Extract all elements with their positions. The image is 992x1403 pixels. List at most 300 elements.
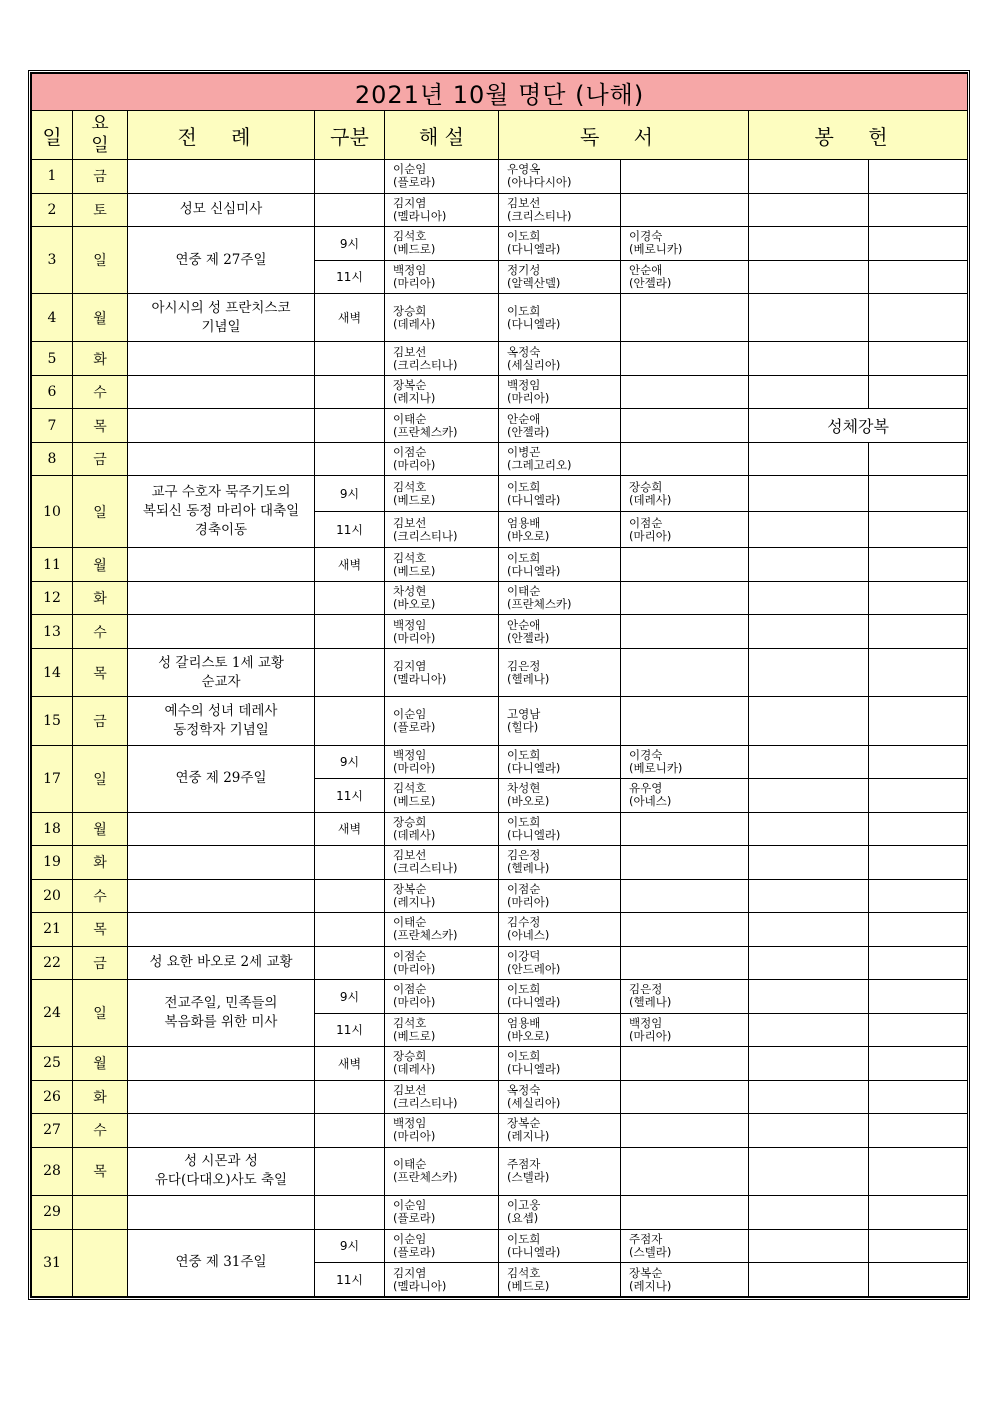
commentary-cell-saint: (베드로) <box>393 1028 436 1043</box>
offering-cell-1 <box>749 1229 869 1263</box>
offering-cell-2 <box>869 1013 968 1047</box>
weekday-cell: 수 <box>73 1114 128 1148</box>
reading-cell-1 <box>499 1013 621 1047</box>
table-row <box>32 160 968 194</box>
reading-cell-2 <box>621 1047 749 1081</box>
reading-cell-1 <box>499 375 621 409</box>
commentary-cell-saint: (마리아) <box>393 275 436 290</box>
reading-cell-2 <box>621 476 749 512</box>
commentary-cell-saint: (데레사) <box>393 316 436 331</box>
offering-cell-2 <box>869 697 968 745</box>
day-cell: 26 <box>32 1080 73 1114</box>
reading-cell-2 <box>621 697 749 745</box>
liturgy-cell <box>128 409 315 443</box>
offering-cell-2 <box>869 442 968 476</box>
offering-cell-2 <box>869 1196 968 1230</box>
weekday-cell: 일 <box>73 745 128 812</box>
table-row <box>32 913 968 947</box>
time-cell <box>315 342 385 376</box>
commentary-cell-name: 김석호 <box>393 229 427 244</box>
commentary-cell-saint: (베드로) <box>393 563 436 578</box>
commentary-cell <box>385 227 499 261</box>
table-row <box>32 946 968 980</box>
commentary-cell-name: 이태순 <box>393 1157 427 1172</box>
reading-cell-2 <box>621 615 749 649</box>
commentary-cell-saint: (플로라) <box>393 1244 436 1259</box>
header-liturgy: 전 례 <box>128 111 315 160</box>
liturgy-cell <box>128 442 315 476</box>
reading-cell-2-name: 장복순 <box>629 1265 663 1280</box>
table-row <box>32 294 968 342</box>
commentary-cell <box>385 375 499 409</box>
table-row <box>32 409 968 443</box>
reading-cell-2 <box>621 227 749 261</box>
liturgy-cell: 연중 제 27주일 <box>128 227 315 294</box>
weekday-cell: 수 <box>73 879 128 913</box>
reading-cell-2 <box>621 913 749 947</box>
liturgy-cell <box>128 812 315 846</box>
table-row <box>32 1147 968 1195</box>
reading-cell-2-saint: (베로니카) <box>629 760 683 775</box>
reading-cell-1-saint: (그레고리오) <box>507 458 572 473</box>
weekday-cell: 금 <box>73 442 128 476</box>
commentary-cell-name: 백정임 <box>393 1116 427 1131</box>
reading-cell-1-saint: (베드로) <box>507 1278 550 1293</box>
offering-cell-1 <box>749 1114 869 1148</box>
reading-cell-2 <box>621 260 749 294</box>
reading-cell-1-name: 정기성 <box>507 262 541 277</box>
offering-cell-2 <box>869 846 968 880</box>
reading-cell-1 <box>499 812 621 846</box>
commentary-cell-saint: (플로라) <box>393 1211 436 1226</box>
liturgy-cell: 성 갈리스토 1세 교황 순교자 <box>128 648 315 696</box>
day-cell: 14 <box>32 648 73 696</box>
liturgy-cell <box>128 1196 315 1230</box>
commentary-cell-saint: (크리스티나) <box>393 357 458 372</box>
weekday-cell: 월 <box>73 294 128 342</box>
offering-cell-1 <box>749 1013 869 1047</box>
commentary-cell-saint: (마리아) <box>393 961 436 976</box>
reading-cell-1-saint: (아나다시아) <box>507 175 572 190</box>
table-row <box>32 812 968 846</box>
offering-cell-1 <box>749 442 869 476</box>
reading-cell-2-saint: (마리아) <box>629 1028 672 1043</box>
liturgy-cell: 연중 제 31주일 <box>128 1229 315 1296</box>
table-row <box>32 980 968 1014</box>
offering-cell-1 <box>749 946 869 980</box>
reading-cell-2 <box>621 548 749 582</box>
offering-cell-2 <box>869 913 968 947</box>
weekday-cell: 화 <box>73 342 128 376</box>
offering-cell-2 <box>869 227 968 261</box>
time-cell: 11시 <box>315 260 385 294</box>
offering-cell-1 <box>749 1196 869 1230</box>
weekday-cell: 월 <box>73 812 128 846</box>
commentary-cell <box>385 745 499 779</box>
commentary-cell <box>385 294 499 342</box>
weekday-cell: 수 <box>73 615 128 649</box>
reading-cell-1-name: 백정임 <box>507 378 541 393</box>
weekday-cell: 수 <box>73 375 128 409</box>
reading-cell-1 <box>499 779 621 813</box>
time-cell: 9시 <box>315 1229 385 1263</box>
reading-cell-2 <box>621 779 749 813</box>
reading-cell-2 <box>621 512 749 548</box>
time-cell <box>315 160 385 194</box>
commentary-cell-saint: (멜라니아) <box>393 208 447 223</box>
commentary-cell-name: 장승희 <box>393 814 427 829</box>
table-row <box>32 879 968 913</box>
reading-cell-2-saint: (레지나) <box>629 1278 672 1293</box>
table-row <box>32 375 968 409</box>
liturgy-cell <box>128 846 315 880</box>
commentary-cell-name: 김보선 <box>393 848 427 863</box>
commentary-cell-saint: (멜라니아) <box>393 1278 447 1293</box>
reading-cell-1-saint: (다니엘라) <box>507 1244 561 1259</box>
reading-cell-1-name: 김수정 <box>507 915 541 930</box>
reading-cell-2-saint: (안젤라) <box>629 275 672 290</box>
time-cell <box>315 1114 385 1148</box>
reading-cell-2-name: 안순애 <box>629 262 663 277</box>
commentary-cell-name: 김석호 <box>393 781 427 796</box>
day-cell: 2 <box>32 193 73 227</box>
offering-cell-2 <box>869 193 968 227</box>
time-cell <box>315 648 385 696</box>
day-cell: 4 <box>32 294 73 342</box>
commentary-cell-name: 장승희 <box>393 303 427 318</box>
offering-cell-1 <box>749 913 869 947</box>
liturgy-cell <box>128 879 315 913</box>
reading-cell-1-name: 이도희 <box>507 982 541 997</box>
offering-cell-2 <box>869 1229 968 1263</box>
reading-cell-2 <box>621 1013 749 1047</box>
table-row <box>32 476 968 512</box>
liturgy-cell <box>128 1080 315 1114</box>
reading-cell-1-name: 김석호 <box>507 1265 541 1280</box>
reading-cell-1 <box>499 1114 621 1148</box>
day-cell: 27 <box>32 1114 73 1148</box>
commentary-cell-name: 백정임 <box>393 617 427 632</box>
reading-cell-2 <box>621 812 749 846</box>
reading-cell-1 <box>499 980 621 1014</box>
time-cell: 9시 <box>315 745 385 779</box>
offering-cell-1 <box>749 581 869 615</box>
commentary-cell-saint: (마리아) <box>393 630 436 645</box>
reading-cell-1-saint: (세실리아) <box>507 1095 561 1110</box>
reading-cell-1 <box>499 615 621 649</box>
reading-cell-1-name: 엄용배 <box>507 515 541 530</box>
weekday-cell: 목 <box>73 1147 128 1195</box>
commentary-cell-saint: (플로라) <box>393 175 436 190</box>
commentary-cell-saint: (프란체스카) <box>393 928 458 943</box>
time-cell: 9시 <box>315 227 385 261</box>
commentary-cell <box>385 476 499 512</box>
reading-cell-1-name: 김은정 <box>507 658 541 673</box>
offering-cell-2 <box>869 476 968 512</box>
offering-cell-2 <box>869 615 968 649</box>
header-weekday <box>73 111 128 160</box>
reading-cell-1 <box>499 512 621 548</box>
commentary-cell <box>385 913 499 947</box>
time-cell <box>315 1147 385 1195</box>
table-row <box>32 581 968 615</box>
commentary-cell <box>385 512 499 548</box>
offering-cell-2 <box>869 512 968 548</box>
day-cell: 24 <box>32 980 73 1047</box>
commentary-cell <box>385 980 499 1014</box>
day-cell: 11 <box>32 548 73 582</box>
reading-cell-1-name: 옥정숙 <box>507 1082 541 1097</box>
time-cell: 새벽 <box>315 1047 385 1081</box>
reading-cell-1-saint: (레지나) <box>507 1129 550 1144</box>
offering-cell-1 <box>749 512 869 548</box>
time-cell: 11시 <box>315 779 385 813</box>
liturgy-cell <box>128 375 315 409</box>
day-cell: 31 <box>32 1229 73 1296</box>
reading-cell-2-saint: (아네스) <box>629 794 672 809</box>
offering-cell-1 <box>749 697 869 745</box>
commentary-cell-saint: (베드로) <box>393 492 436 507</box>
reading-cell-2-name: 이경숙 <box>629 747 663 762</box>
commentary-cell-name: 장승희 <box>393 1049 427 1064</box>
day-cell: 1 <box>32 160 73 194</box>
weekday-cell: 화 <box>73 846 128 880</box>
liturgy-cell <box>128 581 315 615</box>
offering-cell-2 <box>869 1147 968 1195</box>
reading-cell-1 <box>499 442 621 476</box>
liturgy-cell <box>128 548 315 582</box>
offering-cell-2 <box>869 879 968 913</box>
commentary-cell <box>385 160 499 194</box>
reading-cell-2-name: 이경숙 <box>629 229 663 244</box>
day-cell: 12 <box>32 581 73 615</box>
reading-cell-1-saint: (마리아) <box>507 894 550 909</box>
reading-cell-1 <box>499 1147 621 1195</box>
weekday-cell <box>73 1229 128 1296</box>
day-cell: 17 <box>32 745 73 812</box>
time-cell: 9시 <box>315 980 385 1014</box>
header-time: 구분 <box>315 111 385 160</box>
reading-cell-1 <box>499 697 621 745</box>
offering-cell-1 <box>749 548 869 582</box>
table-row <box>32 745 968 779</box>
reading-cell-1-saint: (다니엘라) <box>507 316 561 331</box>
reading-cell-1-saint: (스텔라) <box>507 1170 550 1185</box>
offering-cell-1 <box>749 227 869 261</box>
commentary-cell-name: 김지염 <box>393 1265 427 1280</box>
offering-cell-1 <box>749 294 869 342</box>
liturgy-cell <box>128 1047 315 1081</box>
reading-cell-2-name: 이점순 <box>629 515 663 530</box>
reading-cell-2 <box>621 1080 749 1114</box>
commentary-cell-name: 김석호 <box>393 550 427 565</box>
reading-cell-2-saint: (헬레나) <box>629 995 672 1010</box>
commentary-cell-name: 이점순 <box>393 948 427 963</box>
commentary-cell-saint: (크리스티나) <box>393 528 458 543</box>
day-cell: 18 <box>32 812 73 846</box>
time-cell <box>315 879 385 913</box>
reading-cell-1-saint: (안젤라) <box>507 630 550 645</box>
reading-cell-1-saint: (크리스티나) <box>507 208 572 223</box>
offering-cell-1 <box>749 812 869 846</box>
weekday-cell: 화 <box>73 581 128 615</box>
reading-cell-2 <box>621 581 749 615</box>
reading-cell-1 <box>499 342 621 376</box>
reading-cell-1-name: 고영남 <box>507 706 541 721</box>
offering-cell-2 <box>869 260 968 294</box>
reading-cell-1 <box>499 1196 621 1230</box>
day-cell: 20 <box>32 879 73 913</box>
liturgy-cell: 예수의 성녀 데레사 동정학자 기념일 <box>128 697 315 745</box>
reading-cell-1 <box>499 409 621 443</box>
header-commentary: 해 설 <box>385 111 499 160</box>
offering-cell-2 <box>869 1080 968 1114</box>
reading-cell-1-saint: (다니엘라) <box>507 827 561 842</box>
offering-cell-1 <box>749 1147 869 1195</box>
reading-cell-2 <box>621 1147 749 1195</box>
table-row <box>32 227 968 261</box>
commentary-cell <box>385 1047 499 1081</box>
day-cell: 29 <box>32 1196 73 1230</box>
liturgy-cell <box>128 342 315 376</box>
reading-cell-2 <box>621 442 749 476</box>
reading-cell-1 <box>499 946 621 980</box>
commentary-cell <box>385 846 499 880</box>
reading-cell-1-name: 이도희 <box>507 229 541 244</box>
reading-cell-2 <box>621 193 749 227</box>
commentary-cell <box>385 648 499 696</box>
reading-cell-1-saint: (요셉) <box>507 1211 539 1226</box>
reading-cell-1-name: 이병곤 <box>507 445 541 460</box>
table-row <box>32 342 968 376</box>
day-cell: 5 <box>32 342 73 376</box>
commentary-cell-saint: (마리아) <box>393 995 436 1010</box>
table-row <box>32 1196 968 1230</box>
reading-cell-1-name: 이도희 <box>507 303 541 318</box>
commentary-cell-name: 이태순 <box>393 411 427 426</box>
commentary-cell <box>385 1263 499 1297</box>
roster-sheet <box>28 70 970 1300</box>
time-cell <box>315 409 385 443</box>
table-row <box>32 193 968 227</box>
commentary-cell <box>385 409 499 443</box>
commentary-cell <box>385 1013 499 1047</box>
liturgy-cell: 성 요한 바오로 2세 교황 <box>128 946 315 980</box>
commentary-cell <box>385 779 499 813</box>
day-cell: 13 <box>32 615 73 649</box>
reading-cell-1-saint: (힐다) <box>507 719 539 734</box>
commentary-cell <box>385 697 499 745</box>
reading-cell-1-name: 김보선 <box>507 195 541 210</box>
reading-cell-2 <box>621 1263 749 1297</box>
reading-cell-1-name: 이도희 <box>507 1049 541 1064</box>
offering-cell-1 <box>749 745 869 779</box>
reading-cell-2 <box>621 846 749 880</box>
offering-cell: 성체강복 <box>749 409 968 443</box>
offering-cell-1 <box>749 375 869 409</box>
reading-cell-1-name: 주점자 <box>507 1157 541 1172</box>
weekday-cell: 금 <box>73 946 128 980</box>
liturgy-cell: 교구 수호자 묵주기도의 복되신 동정 마리아 대축일 경축이동 <box>128 476 315 548</box>
offering-cell-1 <box>749 1080 869 1114</box>
liturgy-cell <box>128 913 315 947</box>
offering-cell-2 <box>869 1263 968 1297</box>
reading-cell-2-saint: (베로니카) <box>629 242 683 257</box>
time-cell: 새벽 <box>315 294 385 342</box>
commentary-cell-name: 이순임 <box>393 706 427 721</box>
liturgy-cell <box>128 615 315 649</box>
reading-cell-1-name: 김은정 <box>507 848 541 863</box>
reading-cell-2 <box>621 980 749 1014</box>
reading-cell-1-saint: (바오로) <box>507 794 550 809</box>
offering-cell-2 <box>869 548 968 582</box>
reading-cell-2 <box>621 375 749 409</box>
commentary-cell-name: 이순임 <box>393 1231 427 1246</box>
reading-cell-1-saint: (바오로) <box>507 528 550 543</box>
reading-cell-1 <box>499 1229 621 1263</box>
day-cell: 3 <box>32 227 73 294</box>
offering-cell-1 <box>749 260 869 294</box>
reading-cell-1 <box>499 745 621 779</box>
reading-cell-1-name: 이도희 <box>507 479 541 494</box>
reading-cell-1-name: 이도희 <box>507 550 541 565</box>
time-cell <box>315 442 385 476</box>
commentary-cell-saint: (바오로) <box>393 597 436 612</box>
commentary-cell <box>385 812 499 846</box>
day-cell: 22 <box>32 946 73 980</box>
reading-cell-1 <box>499 879 621 913</box>
time-cell: 11시 <box>315 512 385 548</box>
time-cell <box>315 846 385 880</box>
commentary-cell-saint: (마리아) <box>393 760 436 775</box>
day-cell: 15 <box>32 697 73 745</box>
reading-cell-1-saint: (아네스) <box>507 928 550 943</box>
reading-cell-1 <box>499 846 621 880</box>
commentary-cell-saint: (베드로) <box>393 242 436 257</box>
offering-cell-1 <box>749 615 869 649</box>
offering-cell-1 <box>749 879 869 913</box>
offering-cell-1 <box>749 1047 869 1081</box>
liturgy-cell: 전교주일, 민족들의 복음화를 위한 미사 <box>128 980 315 1047</box>
header-weekday-text: 요 일 <box>91 113 109 156</box>
reading-cell-1-name: 안순애 <box>507 617 541 632</box>
reading-cell-1-name: 이도희 <box>507 814 541 829</box>
commentary-cell-name: 김지염 <box>393 195 427 210</box>
commentary-cell <box>385 1196 499 1230</box>
offering-cell-1 <box>749 193 869 227</box>
reading-cell-1-saint: (헬레나) <box>507 671 550 686</box>
reading-cell-1-saint: (다니엘라) <box>507 995 561 1010</box>
weekday-cell: 월 <box>73 548 128 582</box>
reading-cell-2 <box>621 342 749 376</box>
table-row <box>32 846 968 880</box>
day-cell: 28 <box>32 1147 73 1195</box>
commentary-cell <box>385 548 499 582</box>
offering-cell-2 <box>869 980 968 1014</box>
reading-cell-2 <box>621 1196 749 1230</box>
weekday-cell: 일 <box>73 980 128 1047</box>
reading-cell-1-saint: (프란체스카) <box>507 597 572 612</box>
time-cell <box>315 193 385 227</box>
day-cell: 8 <box>32 442 73 476</box>
time-cell <box>315 913 385 947</box>
offering-cell-2 <box>869 1047 968 1081</box>
reading-cell-1-name: 이강덕 <box>507 948 541 963</box>
commentary-cell-name: 차성현 <box>393 584 427 599</box>
reading-cell-1-saint: (알렉산델) <box>507 275 561 290</box>
liturgy-cell: 성모 신심미사 <box>128 193 315 227</box>
reading-cell-1 <box>499 227 621 261</box>
